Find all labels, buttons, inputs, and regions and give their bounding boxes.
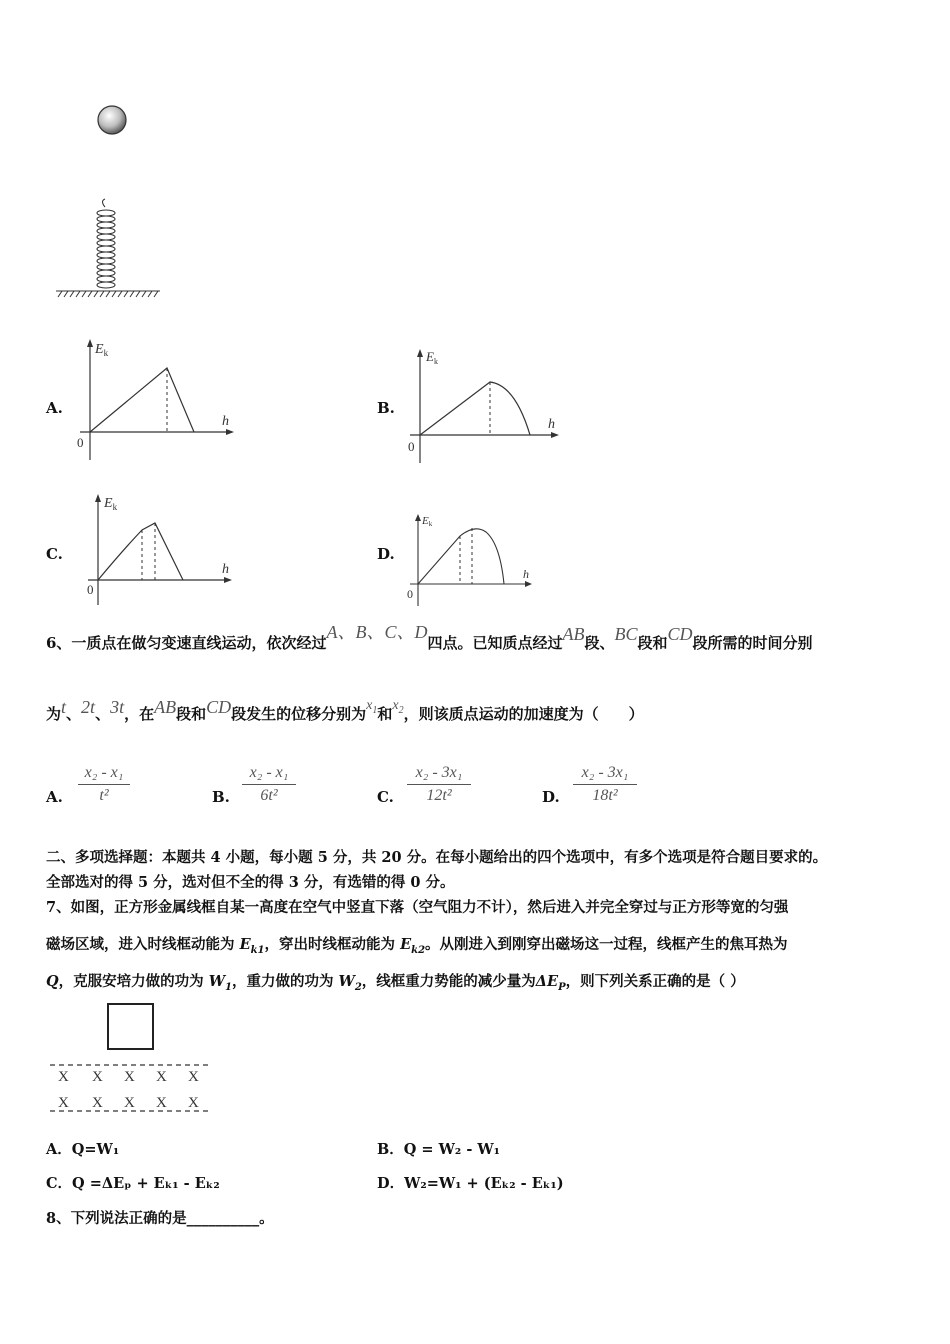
- q7-option-a[interactable]: A．Q=W₁: [46, 1141, 120, 1158]
- svg-text:X: X: [58, 1095, 69, 1111]
- q6-option-c-fraction[interactable]: x₂ - 3x₁ 12t²: [407, 764, 471, 805]
- graph-d-origin: 0: [407, 587, 413, 601]
- graph-d: [400, 510, 540, 610]
- q6-option-d-label[interactable]: D.: [542, 788, 560, 806]
- q8-line: 8、下列说法正确的是__________。: [46, 1210, 274, 1227]
- graph-b-origin: 0: [408, 439, 415, 454]
- q7-ek2: $E_{k2}$: [400, 936, 426, 956]
- q7-w2: $W_2$: [338, 973, 362, 993]
- q6-cd2: CD: [206, 697, 232, 717]
- graph-c-label[interactable]: C.: [46, 545, 63, 563]
- q6-ab2: AB: [154, 697, 177, 717]
- ball-icon: [98, 106, 126, 134]
- wire-frame: [108, 1004, 153, 1049]
- q6-line2-d: 段发生的位移分别为: [231, 705, 367, 723]
- graph-c-origin: 0: [87, 582, 94, 597]
- q6-line2-a: 为: [46, 705, 62, 723]
- svg-text:X: X: [92, 1095, 103, 1111]
- q6-x1: $x_1$: [366, 698, 378, 716]
- svg-text:X: X: [92, 1069, 103, 1085]
- q7-option-c[interactable]: C．Q =ΔEₚ + Eₖ₁ - Eₖ₂: [46, 1175, 220, 1192]
- svg-text:X: X: [188, 1069, 199, 1085]
- field-marks: [58, 1069, 199, 1111]
- q6-bc: BC: [614, 624, 638, 644]
- q6-ab: AB: [562, 624, 585, 644]
- q6-option-b-label[interactable]: B.: [212, 788, 230, 806]
- q6-line1: [46, 622, 813, 654]
- q6-after-points: 四点。已知质点经过: [427, 634, 563, 652]
- q6-line2-b: ，在: [124, 705, 155, 723]
- q6-sep2: 、: [95, 705, 111, 723]
- q7-line1: 7、如图，正方形金属线框自某一高度在空气中竖直下落（空气阻力不计），然后进入并完全穿过与正方形等宽的匀强: [46, 899, 789, 916]
- graph-c: [78, 490, 238, 610]
- q6-line2: [46, 697, 644, 726]
- q6-line2-e: ，则该质点运动的加速度为（ ）: [403, 705, 644, 723]
- q6-seg3: 段所需的时间分别: [692, 634, 813, 652]
- svg-text:X: X: [124, 1069, 135, 1085]
- graph-d-y-label: Ek: [422, 515, 433, 528]
- q6-option-d-fraction[interactable]: x₂ - 3x₁ 18t²: [573, 764, 637, 805]
- q7-ek1: $E_{k1}$: [239, 936, 265, 956]
- svg-text:X: X: [156, 1069, 167, 1085]
- q7-option-d[interactable]: D．W₂=W₁ + (Eₖ₂ - Eₖ₁): [377, 1175, 564, 1192]
- q7-line2: 磁场区域，进入时线框动能为 $E_{k1}$，穿出时线框动能为 $E_{k2}$。从刚进入到刚穿出磁场这一过程，线框产生的焦耳热为: [46, 936, 788, 956]
- spring-icon: [97, 199, 115, 288]
- q6-seg1: 段、: [584, 634, 615, 652]
- graph-a-label[interactable]: A.: [46, 399, 63, 417]
- q6-line2-c: 段和: [176, 705, 207, 723]
- q6-seg2: 段和: [637, 634, 668, 652]
- q6-t3: 3t: [110, 697, 125, 717]
- section2-line1: 二、多项选择题：本题共 4 小题，每小题 5 分，共 20 分。在每小题给出的四个选项中，有多个选项是符合题目要求的。: [46, 849, 828, 866]
- graph-a-y-label: $E_k$: [95, 342, 109, 358]
- q6-t2: 2t: [81, 697, 96, 717]
- graph-a: [70, 335, 240, 465]
- q6-t1: t: [61, 697, 67, 717]
- ground-icon: [56, 291, 160, 297]
- q6-option-c-label[interactable]: C.: [377, 788, 394, 806]
- graph-a-origin: 0: [77, 435, 84, 450]
- q7-line3: Q，克服安培力做的功为 $W_1$，重力做的功为 $W_2$，线框重力势能的减少量为$\Delta E_P$，则下列关系正确的是（ ）: [46, 973, 745, 993]
- q6-cd: CD: [667, 624, 693, 644]
- svg-text:X: X: [124, 1095, 135, 1111]
- graph-b-label[interactable]: B.: [377, 399, 395, 417]
- svg-text:X: X: [58, 1069, 69, 1085]
- q6-intro: 6、一质点在做匀变速直线运动，依次经过: [46, 634, 327, 652]
- q8-blank[interactable]: __________: [186, 1210, 260, 1227]
- q6-sep1: 、: [66, 705, 82, 723]
- q6-option-a-label[interactable]: A.: [46, 788, 63, 806]
- magnetic-field-figure: [44, 998, 219, 1120]
- q7-w1: $W_1$: [208, 973, 232, 993]
- q6-x2: $x_2$: [392, 698, 404, 716]
- graph-d-label[interactable]: D.: [377, 545, 395, 563]
- graph-d-x-label: h: [523, 567, 529, 581]
- graph-c-x-label: h: [222, 562, 229, 577]
- q6-and: 和: [377, 705, 393, 723]
- spring-ball-figure: [50, 95, 170, 305]
- q7-option-b[interactable]: B．Q = W₂ - W₁: [377, 1141, 501, 1158]
- q7-dep: $\Delta E_P$: [535, 973, 566, 993]
- q6-option-a-fraction[interactable]: x₂ - x₁ t²: [78, 764, 130, 805]
- svg-text:X: X: [188, 1095, 199, 1111]
- graph-b: [400, 345, 570, 470]
- graph-b-y-label: $E_k$: [426, 349, 438, 366]
- svg-text:X: X: [156, 1095, 167, 1111]
- section2-line2: 全部选对的得 5 分，选对但不全的得 3 分，有选错的得 0 分。: [46, 874, 455, 891]
- q6-points: A、B、C、D: [326, 622, 428, 642]
- graph-c-y-label: $E_k$: [104, 496, 118, 512]
- q6-option-b-fraction[interactable]: x₂ - x₁ 6t²: [242, 764, 296, 805]
- graph-b-x-label: h: [548, 417, 555, 432]
- graph-a-x-label: h: [222, 414, 229, 429]
